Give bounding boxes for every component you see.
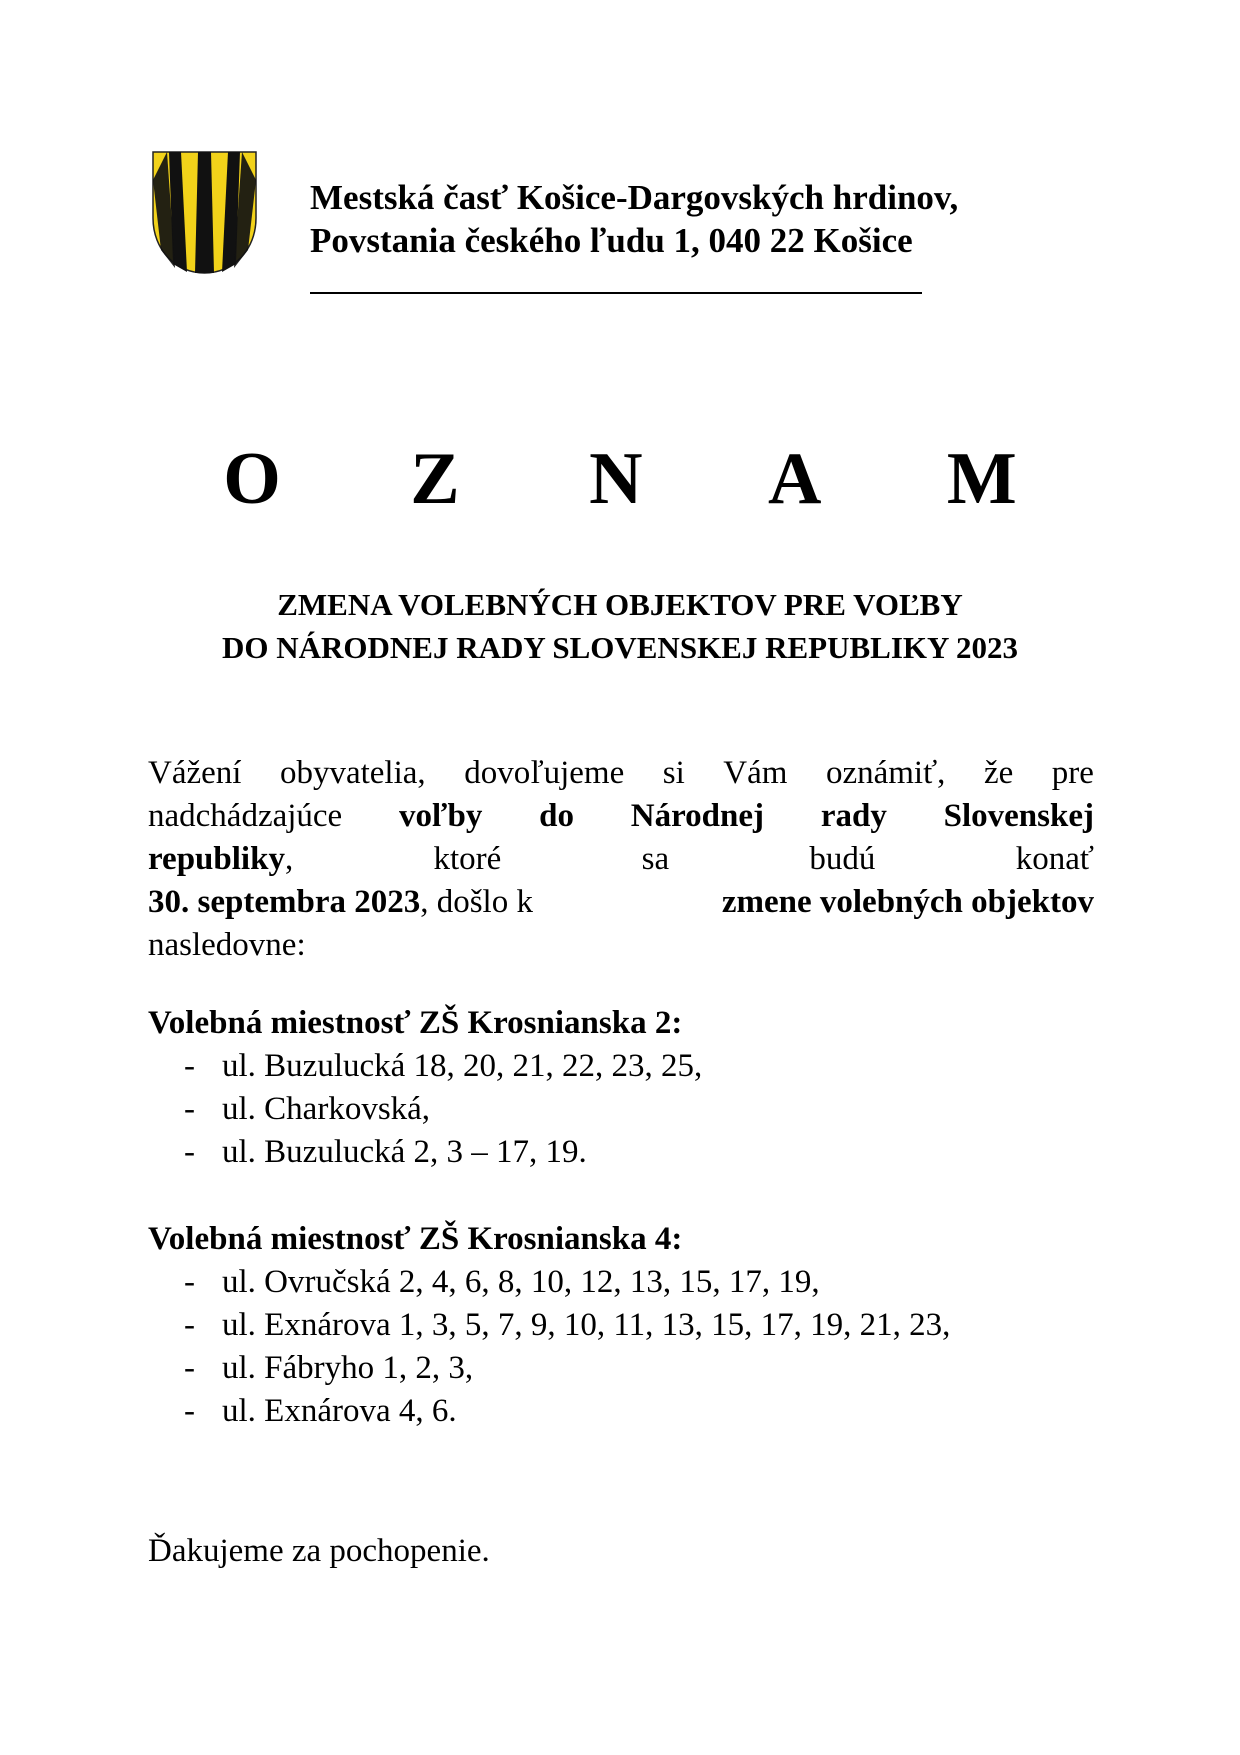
intro-bold-word: Slovenskej (943, 798, 1094, 834)
list-item (148, 1304, 1094, 1347)
list-item (148, 1088, 1094, 1131)
polling-room-heading: Volebná miestnosť ZŠ Krosnianska 4: (148, 1221, 683, 1257)
subtitle-line-1: ZMENA VOLEBNÝCH OBJEKTOV PRE VOĽBY (277, 587, 963, 622)
letterhead-address: Povstania českého ľudu 1, 040 22 Košice (310, 221, 913, 260)
intro-line-5 (148, 924, 1094, 967)
list-item (148, 1347, 1094, 1390)
intro-line-4 (148, 881, 1094, 924)
street-entry: ul. Charkovská, (222, 1091, 431, 1127)
list-marker: - (184, 1048, 195, 1084)
intro-bold-phrase: zmene volebných objektov (721, 884, 1094, 920)
letterhead-divider (310, 292, 922, 294)
street-entry: ul. Fábryho 1, 2, 3, (222, 1350, 474, 1386)
intro-word: nadchádzajúce (148, 798, 343, 834)
intro-bold-word: republiky (148, 841, 285, 877)
intro-word: konať (1015, 841, 1094, 877)
polling-room-heading: Volebná miestnosť ZŠ Krosnianska 2: (148, 1005, 683, 1041)
list-marker: - (184, 1393, 195, 1429)
intro-word-group (148, 838, 293, 881)
list-marker: - (184, 1350, 195, 1386)
intro-bold-word: voľby (399, 798, 483, 834)
intro-word: budú (809, 841, 876, 877)
closing-line: Ďakujeme za pochopenie. (148, 1533, 490, 1569)
polling-room-section (148, 1218, 1094, 1433)
intro-word: nasledovne: (148, 927, 306, 963)
list-marker: - (184, 1307, 195, 1343)
street-entry: ul. Buzulucká 18, 20, 21, 22, 23, 25, (222, 1048, 703, 1084)
intro-line-1 (148, 752, 1094, 795)
list-item (148, 1390, 1094, 1433)
intro-punctuation: , (284, 841, 294, 877)
intro-word: že (983, 755, 1014, 791)
intro-bold-word: Národnej (630, 798, 765, 834)
street-list (148, 1261, 1094, 1433)
intro-word: si (662, 755, 685, 791)
street-list (148, 1045, 1094, 1174)
intro-word: sa (641, 841, 670, 877)
coat-of-arms-icon (151, 150, 258, 275)
polling-room-section (148, 1002, 1094, 1174)
intro-word: Vám (723, 755, 788, 791)
subtitle-line-2: DO NÁRODNEJ RADY SLOVENSKEJ REPUBLIKY 2023 (221, 630, 1019, 665)
intro-text: , došlo k (420, 884, 533, 920)
intro-word: pre (1051, 755, 1094, 791)
list-item (148, 1131, 1094, 1174)
intro-word-group (148, 881, 533, 924)
intro-word: Vážení (148, 755, 242, 791)
intro-word: obyvatelia, (279, 755, 426, 791)
notice-subtitle (0, 583, 1240, 669)
intro-line-2 (148, 795, 1094, 838)
street-entry: ul. Ovručská 2, 4, 6, 8, 10, 12, 13, 15, 17, 19, (222, 1264, 820, 1300)
intro-line-3 (148, 838, 1094, 881)
street-entry: ul. Buzulucká 2, 3 – 17, 19. (222, 1134, 587, 1170)
intro-bold-word: do (539, 798, 574, 834)
election-date: 30. septembra 2023 (148, 884, 421, 920)
shield-charge-center (195, 152, 214, 273)
intro-word: oznámiť, (825, 755, 946, 791)
list-marker: - (184, 1134, 195, 1170)
list-marker: - (184, 1091, 195, 1127)
street-entry: ul. Exnárova 1, 3, 5, 7, 9, 10, 11, 13, 15, 17, 19, 21, 23, (222, 1307, 951, 1343)
intro-word: ktoré (433, 841, 502, 877)
list-item (148, 1261, 1094, 1304)
intro-paragraph (148, 752, 1094, 967)
page-title: O Z N A M (223, 438, 1073, 520)
street-entry: ul. Exnárova 4, 6. (222, 1393, 457, 1429)
list-item (148, 1045, 1094, 1088)
intro-word: dovoľujeme (464, 755, 625, 791)
intro-bold-word: rady (820, 798, 887, 834)
list-marker: - (184, 1264, 195, 1300)
letterhead-organization: Mestská časť Košice-Dargovských hrdinov, (310, 178, 959, 217)
letterhead (310, 176, 958, 262)
